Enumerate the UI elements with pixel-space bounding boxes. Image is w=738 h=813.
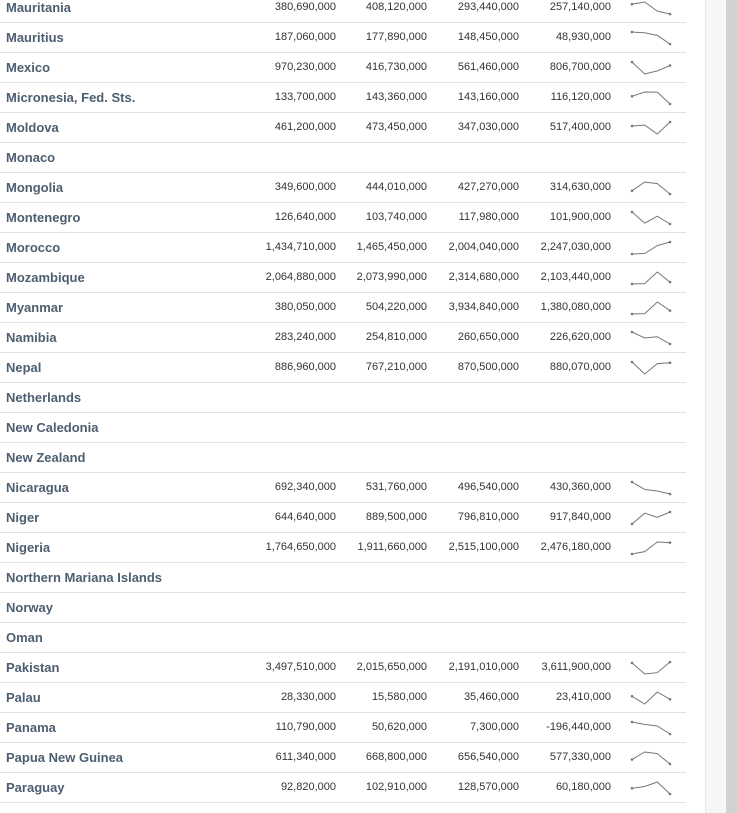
sparkline-line [632,212,670,224]
sparkline-endpoint [669,493,672,496]
value-cell: 103,740,000 [365,211,427,223]
table-row [0,653,686,683]
table-row [0,263,686,293]
value-cell: 293,440,000 [457,1,519,13]
country-name-link[interactable]: Niger [6,510,40,525]
sparkline-line [632,32,670,44]
value-cell: 2,515,100,000 [448,541,519,553]
value-cell: 2,476,180,000 [540,541,611,553]
trend-sparkline-icon [630,359,672,377]
sparkline-line [632,122,670,134]
sparkline-endpoint [631,758,634,761]
sparkline-line [632,242,670,254]
sparkline-endpoint [669,698,672,701]
scrollbar-track[interactable] [705,0,727,813]
country-name-link[interactable]: Mexico [6,60,51,75]
country-name-link[interactable]: Montenegro [6,210,81,225]
value-cell: 561,460,000 [457,61,519,73]
country-name-link[interactable]: Mauritius [6,30,64,45]
value-cell: 126,640,000 [274,211,336,223]
sparkline-endpoint [631,523,634,526]
country-name-link[interactable]: Myanmar [6,300,64,315]
value-cell: 143,360,000 [365,91,427,103]
sparkline-line [632,512,670,524]
table-row [0,23,686,53]
value-cell: 23,410,000 [555,691,611,703]
country-name-link[interactable]: Panama [6,720,56,735]
value-cell: 416,730,000 [365,61,427,73]
value-cell: 3,497,510,000 [265,661,336,673]
trend-sparkline-icon [630,539,672,557]
sparkline-line [632,2,670,14]
country-name-link[interactable]: Namibia [6,330,57,345]
value-cell: 148,450,000 [457,31,519,43]
trend-sparkline-icon [630,29,672,47]
country-name-link[interactable]: Mongolia [6,180,64,195]
value-cell: 257,140,000 [549,1,611,13]
trend-sparkline-icon [630,329,672,347]
trend-sparkline-icon [630,779,672,797]
value-cell: 283,240,000 [274,331,336,343]
country-name-link[interactable]: Palau [6,690,41,705]
value-cell: 611,340,000 [275,751,336,763]
sparkline-endpoint [631,695,634,698]
value-cell: 177,890,000 [365,31,427,43]
value-cell: 3,611,900,000 [541,661,611,673]
trend-sparkline-icon [630,269,672,287]
value-cell: 473,450,000 [365,121,427,133]
table-row [0,293,686,323]
country-name-link[interactable]: Mozambique [6,270,85,285]
value-cell: 254,810,000 [365,331,427,343]
country-name-link[interactable]: Paraguay [6,780,65,795]
sparkline-endpoint [631,190,634,193]
sparkline-endpoint [631,211,634,214]
value-cell: 1,434,710,000 [265,241,336,253]
country-name-link[interactable]: Nigeria [6,540,51,555]
country-name-link[interactable]: Morocco [6,240,61,255]
value-cell: 3,934,840,000 [448,301,519,313]
sparkline-line [632,332,670,344]
trend-sparkline-icon [630,479,672,497]
value-cell: 15,580,000 [371,691,427,703]
table-row [0,0,686,23]
sparkline-endpoint [631,95,634,98]
sparkline-endpoint [631,721,634,724]
country-name-link[interactable]: Monaco [6,150,56,165]
sparkline-endpoint [669,43,672,46]
country-name-link[interactable]: Netherlands [6,390,82,405]
sparkline-endpoint [669,64,672,67]
value-cell: 117,980,000 [458,211,519,223]
table-row [0,173,686,203]
sparkline-line [632,662,670,674]
trend-sparkline-icon [630,239,672,257]
table-row [0,143,686,173]
table-row [0,503,686,533]
sparkline-endpoint [631,61,634,64]
table-row [0,563,686,593]
value-cell: 917,840,000 [549,511,611,523]
country-name-link[interactable]: Micronesia, Fed. Sts. [6,90,136,105]
sparkline-endpoint [669,733,672,736]
value-cell: 504,220,000 [365,301,427,313]
value-cell: 517,400,000 [549,121,611,133]
table-row [0,203,686,233]
value-cell: 102,910,000 [365,781,427,793]
table-row [0,53,686,83]
value-cell: 128,570,000 [457,781,519,793]
trend-sparkline-icon [630,749,672,767]
value-cell: 1,911,660,000 [357,541,427,553]
sparkline-endpoint [631,253,634,256]
table-row [0,683,686,713]
sparkline-endpoint [631,3,634,6]
value-cell: 2,103,440,000 [540,271,611,283]
sparkline-endpoint [631,313,634,316]
sparkline-endpoint [631,662,634,665]
value-cell: 1,380,080,000 [540,301,611,313]
trend-sparkline-icon [630,209,672,227]
sparkline-endpoint [669,511,672,514]
value-cell: 28,330,000 [280,691,336,703]
value-cell: 380,050,000 [274,301,336,313]
value-cell: 380,690,000 [274,1,336,13]
trend-sparkline-icon [630,659,672,677]
value-cell: 461,200,000 [274,121,336,133]
sparkline-line [632,542,670,554]
sparkline-endpoint [631,553,634,556]
sparkline-endpoint [631,283,634,286]
value-cell: 430,360,000 [549,481,611,493]
country-name-link[interactable]: New Caledonia [6,420,99,435]
value-cell: 2,191,010,000 [448,661,519,673]
table-row [0,323,686,353]
trend-sparkline-icon [630,179,672,197]
value-cell: 2,314,680,000 [448,271,519,283]
value-cell: 187,060,000 [274,31,336,43]
sparkline-endpoint [669,223,672,226]
value-cell: 2,015,650,000 [356,661,427,673]
value-cell: 7,300,000 [470,721,519,733]
sparkline-line [632,692,670,704]
country-name-link[interactable]: Mauritania [6,0,72,15]
trend-sparkline-icon [630,0,672,17]
sparkline-endpoint [631,125,634,128]
value-cell: -196,440,000 [546,721,611,733]
table-row [0,413,686,443]
value-cell: 133,700,000 [274,91,336,103]
table-row [0,623,686,653]
sparkline-endpoint [631,787,634,790]
value-cell: 889,500,000 [365,511,427,523]
country-name-link[interactable]: Nepal [6,360,42,375]
sparkline-endpoint [669,13,672,16]
value-cell: 806,700,000 [549,61,611,73]
value-cell: 408,120,000 [365,1,427,13]
value-cell: 1,764,650,000 [265,541,336,553]
sparkline-endpoint [631,481,634,484]
sparkline-endpoint [669,541,672,544]
sparkline-endpoint [669,193,672,196]
value-cell: 577,330,000 [549,751,611,763]
table-row [0,443,686,473]
value-cell: 110,790,000 [275,721,336,733]
sparkline-line [632,302,670,314]
sparkline-line [632,782,670,794]
table-row [0,233,686,263]
sparkline-endpoint [669,343,672,346]
value-cell: 880,070,000 [549,361,611,373]
trend-sparkline-icon [630,689,672,707]
country-name-link[interactable]: Moldova [6,120,59,135]
value-cell: 656,540,000 [457,751,519,763]
table-row [0,113,686,143]
table-row [0,383,686,413]
value-cell: 668,800,000 [365,751,427,763]
value-cell: 116,120,000 [550,91,611,103]
country-name-link[interactable]: New Zealand [6,450,86,465]
value-cell: 970,230,000 [274,61,336,73]
trend-sparkline-icon [630,719,672,737]
trend-sparkline-icon [630,509,672,527]
table-row [0,353,686,383]
value-cell: 496,540,000 [457,481,519,493]
country-name-link[interactable]: Pakistan [6,660,60,675]
value-cell: 692,340,000 [274,481,336,493]
value-cell: 2,247,030,000 [540,241,611,253]
country-name-link[interactable]: Northern Mariana Islands [6,570,163,585]
sparkline-endpoint [669,361,672,364]
country-name-link[interactable]: Oman [6,630,43,645]
sparkline-endpoint [669,103,672,106]
value-cell: 92,820,000 [280,781,336,793]
sparkline-endpoint [669,309,672,312]
sparkline-endpoint [631,331,634,334]
value-cell: 796,810,000 [457,511,519,523]
sparkline-line [632,362,670,374]
value-cell: 314,630,000 [549,181,611,193]
value-cell: 35,460,000 [463,691,519,703]
value-cell: 48,930,000 [555,31,611,43]
value-cell: 50,620,000 [371,721,427,733]
country-name-link[interactable]: Nicaragua [6,480,69,495]
country-name-link[interactable]: Papua New Guinea [6,750,124,765]
value-cell: 427,270,000 [457,181,519,193]
value-cell: 870,500,000 [457,361,519,373]
sparkline-endpoint [669,281,672,284]
sparkline-endpoint [669,763,672,766]
table-row [0,533,686,563]
value-cell: 349,600,000 [274,181,336,193]
value-cell: 2,073,990,000 [356,271,427,283]
value-cell: 226,620,000 [549,331,611,343]
value-cell: 101,900,000 [549,211,611,223]
trend-sparkline-icon [630,89,672,107]
sparkline-line [632,482,670,494]
sparkline-endpoint [669,121,672,124]
sparkline-line [632,722,670,734]
value-cell: 347,030,000 [457,121,519,133]
value-cell: 531,760,000 [365,481,427,493]
sparkline-endpoint [669,661,672,664]
sparkline-endpoint [669,793,672,796]
table-row [0,743,686,773]
trend-sparkline-icon [630,299,672,317]
table-row [0,473,686,503]
trend-sparkline-icon [630,119,672,137]
value-cell: 143,160,000 [457,91,519,103]
sparkline-endpoint [669,241,672,244]
value-cell: 2,004,040,000 [448,241,519,253]
sparkline-line [632,92,670,104]
scrollbar-gutter [726,0,738,813]
value-cell: 644,640,000 [274,511,336,523]
table-row [0,773,686,803]
table-row [0,713,686,743]
sparkline-line [632,182,670,194]
sparkline-endpoint [631,31,634,34]
country-name-link[interactable]: Norway [6,600,53,615]
sparkline-line [632,752,670,764]
value-cell: 2,064,880,000 [265,271,336,283]
value-cell: 886,960,000 [274,361,336,373]
value-cell: 767,210,000 [365,361,427,373]
sparkline-line [632,272,670,284]
trend-sparkline-icon [630,59,672,77]
value-cell: 260,650,000 [457,331,519,343]
sparkline-line [632,62,670,74]
table-row [0,593,686,623]
value-cell: 444,010,000 [365,181,427,193]
sparkline-endpoint [631,361,634,364]
value-cell: 60,180,000 [555,781,611,793]
value-cell: 1,465,450,000 [356,241,427,253]
table-row [0,83,686,113]
